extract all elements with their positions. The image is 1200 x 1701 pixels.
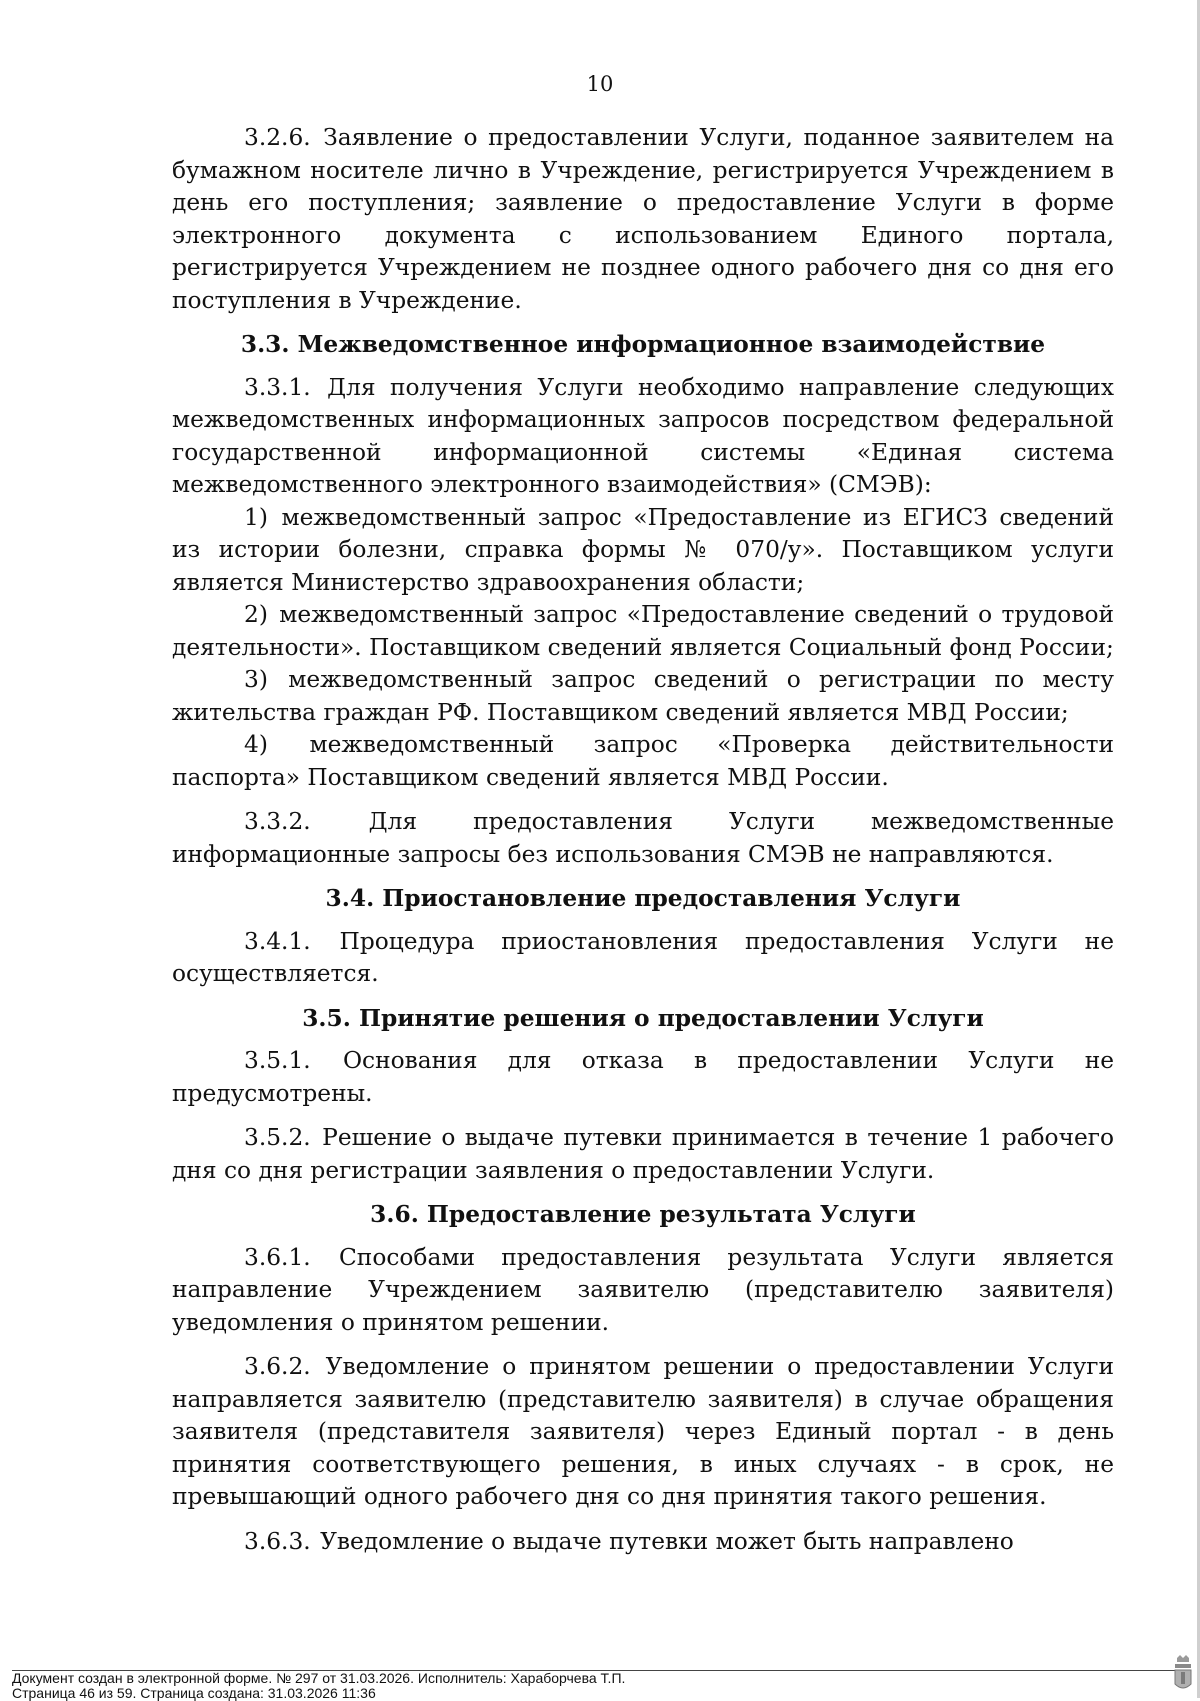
paragraph [172,1242,1114,1340]
footer-text [12,1671,625,1701]
clause-number: 3.3.1. [244,373,311,401]
section-heading: 3.4. Приостановление предоставления Услуги [325,885,961,912]
clause-text: Процедура приостановления предоставления Услуги не осуществляется. [172,927,1114,987]
clause-text: Заявление о предоставлении Услуги, поданное заявителем на бумажном носителе лично в Учреждение, регистрируется Учреждением в день его поступления; заявление о предоставление Услуги в форме электронного документа с использованием Единого портала, регистрируется Учреждением не позднее одного рабочего дня со дня его поступления в Учреждение. [172,124,1115,314]
paragraph [172,926,1114,991]
clause-number: 3.6.3. [244,1527,311,1555]
clause-number: 3.6.2. [244,1353,311,1380]
clause-number: 3.5.1. [244,1047,311,1074]
clause-text: межведомственный запрос «Предоставление из ЕГИСЗ сведений из истории болезни, справка формы № 070/у». Поставщиком услуги является Министерство здравоохранения области; [172,503,1114,596]
page-number: 10 [586,72,614,96]
paragraph [172,1526,1114,1559]
clause-number: 3.5.2. [244,1124,311,1151]
list-item [172,502,1114,600]
clause-number: 1) [244,503,268,531]
clause-text: межведомственный запрос «Предоставление сведений о трудовой деятельности». Поставщиком сведений является Социальный фонд России; [172,601,1114,661]
document-body [172,122,1114,1558]
section-heading: 3.3. Межведомственное информационное взаимодействие [240,331,1046,358]
clause-number: 3.6.1. [244,1243,311,1271]
paragraph [172,806,1114,871]
clause-number: 2) [244,601,268,628]
clause-text: Основания для отказа в предоставлении Услуги не предусмотрены. [172,1047,1115,1107]
section-heading: 3.6. Предоставление результата Услуги [370,1201,916,1228]
document-footer [0,1670,1200,1701]
clause-number: 4) [244,731,268,758]
paragraph [172,1045,1114,1110]
clause-text: Для предоставления Услуги межведомственные информационные запросы без использования СМЭВ не направляются. [172,808,1114,868]
clause-text: Для получения Услуги необходимо направление следующих межведомственных информационных запросов посредством федеральной государственной информационной системы «Единая система межведомственного электронного взаимодействия» (СМЭВ): [172,373,1114,498]
clause-number: 3.4.1. [244,927,311,955]
section-heading: 3.5. Принятие решения о предоставлении Услуги [302,1004,984,1032]
list-item [172,664,1114,729]
paragraph [172,1122,1114,1187]
clause-text: Решение о выдаче путевки принимается в течение 1 рабочего дня со дня регистрации заявления о предоставлении Услуги. [172,1124,1115,1184]
footer-line-creation: Документ создан в электронной форме. № 297 от 31.03.2026. Исполнитель: Хараборчева Т.П. [12,1670,626,1686]
list-item [172,729,1114,794]
clause-number: 3) [244,666,268,693]
clause-number: 3.3.2. [244,808,311,835]
clause-number: 3.2.6. [244,124,311,151]
coat-of-arms-icon [1172,1654,1194,1694]
clause-text: Способами предоставления результата Услуги является направление Учреждением заявителю (представителю заявителя) уведомления о принятом решении. [172,1243,1114,1336]
clause-text: межведомственный запрос сведений о регистрации по месту жительства граждан РФ. Поставщиком сведений является МВД России; [172,666,1114,726]
clause-text: Уведомление о принятом решении о предоставлении Услуги направляется заявителю (представителю заявителя) в случае обращения заявителя (представителя заявителя) через Единый портал - в день принятия соответствующего решения, в иных случаях - в срок, не превышающий одного рабочего дня со дня принятия такого решения. [172,1353,1115,1510]
paragraph [172,372,1114,502]
footer-line-page: Страница 46 из 59. Страница создана: 31.03.2026 11:36 [12,1685,376,1701]
clause-text: межведомственный запрос «Проверка действительности паспорта» Поставщиком сведений является МВД России. [172,731,1115,791]
clause-text: Уведомление о выдаче путевки может быть направлено [320,1527,1014,1555]
paragraph [172,1351,1114,1514]
list-item [172,599,1114,664]
paragraph [172,122,1114,317]
